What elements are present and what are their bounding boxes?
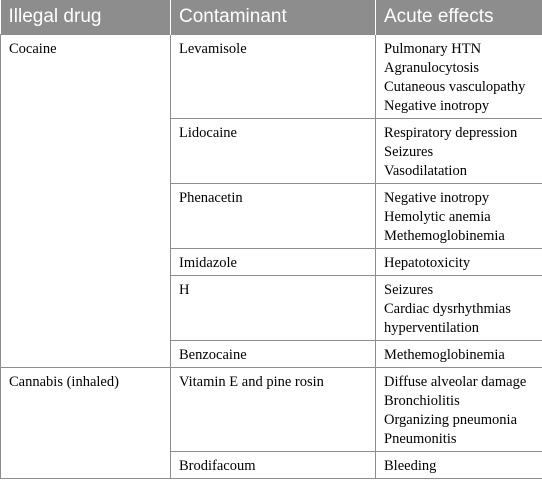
contaminant-cell: Benzocaine	[171, 340, 376, 367]
contaminant-cell: Vitamin E and pine rosin	[171, 367, 376, 451]
effect-item: Vasodilatation	[384, 162, 467, 179]
table-row	[1, 367, 542, 451]
effect-item: Seizures	[384, 281, 434, 298]
effect-item: Respiratory depression	[384, 124, 518, 141]
header-acute-effects: Acute effects	[376, 0, 542, 34]
effect-item: Negative inotropy	[384, 189, 490, 206]
effect-item: Agranulocytosis	[384, 59, 480, 76]
effect-item: Bleeding	[384, 457, 437, 474]
effect-item: Pulmonary HTN	[384, 40, 482, 57]
effects-cell	[376, 34, 542, 118]
effect-item: Hepatotoxicity	[384, 254, 471, 271]
effects-cell	[376, 275, 542, 340]
effect-item: Bronchiolitis	[384, 392, 460, 409]
effect-item: Seizures	[384, 143, 434, 160]
table-row	[1, 34, 542, 118]
effect-item: hyperventilation	[384, 319, 480, 336]
effect-item: Organizing pneumonia	[384, 411, 518, 428]
effect-item: Pneumonitis	[384, 430, 457, 447]
effect-item: Cutaneous vasculopathy	[384, 78, 526, 95]
header-illegal-drug: Illegal drug	[1, 0, 171, 34]
drug-cell: Cocaine	[1, 34, 171, 367]
effects-cell	[376, 248, 542, 275]
effects-cell	[376, 183, 542, 248]
effect-item: Hemolytic anemia	[384, 208, 491, 225]
effects-cell	[376, 118, 542, 183]
drug-cell: Cannabis (inhaled)	[1, 367, 171, 478]
effect-item: Cardiac dysrhythmias	[384, 300, 511, 317]
contaminant-cell: Imidazole	[171, 248, 376, 275]
contaminant-cell: H	[171, 275, 376, 340]
contaminant-cell: Phenacetin	[171, 183, 376, 248]
contaminant-cell: Lidocaine	[171, 118, 376, 183]
effect-item: Diffuse alveolar damage	[384, 373, 527, 390]
contaminant-cell: Brodifacoum	[171, 451, 376, 478]
effect-item: Negative inotropy	[384, 97, 490, 114]
effect-item: Methemoglobinemia	[384, 346, 505, 363]
header-row	[1, 0, 542, 34]
effects-cell	[376, 340, 542, 367]
header-contaminant: Contaminant	[171, 0, 376, 34]
effects-cell	[376, 451, 542, 478]
effect-item: Methemoglobinemia	[384, 227, 505, 244]
effects-cell	[376, 367, 542, 451]
contaminant-cell: Levamisole	[171, 34, 376, 118]
